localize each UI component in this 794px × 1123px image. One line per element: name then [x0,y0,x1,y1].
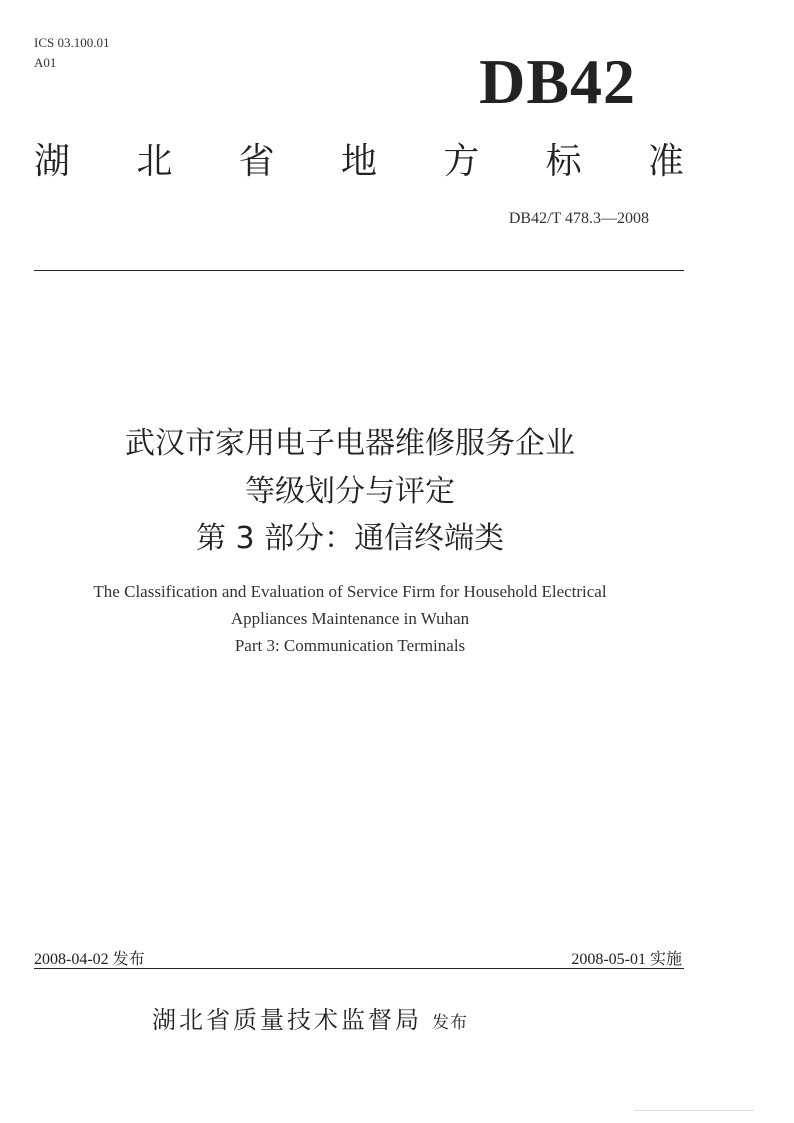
issuer-suffix: 发布 [432,1013,468,1033]
classification-codes [34,33,109,73]
title-en-line1: The Classification and Evaluation of Service Firm for Household Electrical [93,582,607,601]
standard-type-char: 方 [443,141,480,182]
implement-date: 2008-05-01 实施 [571,951,682,968]
title-cn-line1: 武汉市家用电子电器维修服务企业 [125,426,575,461]
issuer-name: 湖北省质量技术监督局 [152,1006,422,1034]
title-en-line3: Part 3: Communication Terminals [234,636,466,655]
scan-mark [634,1110,754,1111]
top-divider [34,270,684,271]
standard-type-heading [34,138,684,186]
standard-type-char: 标 [545,141,582,182]
ics-code: ICS 03.100.01 [34,35,110,50]
standard-type-char: 省 [238,141,275,182]
title-cn-line3: 第 3 部分：通信终端类 [195,521,505,556]
title-cn-line2: 等级划分与评定 [245,474,455,509]
issue-date: 2008-04-02 发布 [34,951,145,968]
issuer-line [152,1000,468,1035]
standard-type-char: 湖 [34,141,71,182]
standard-type-char: 北 [136,141,173,182]
category-code: A01 [34,55,57,70]
standard-logo: DB42 [479,46,636,117]
bottom-divider [34,968,684,969]
title-en-line2: Appliances Maintenance in Wuhan [230,609,470,628]
standard-type-char: 地 [340,141,377,182]
standard-number: DB42/T 478.3—2008 [508,210,649,227]
standard-type-char: 准 [647,141,684,182]
